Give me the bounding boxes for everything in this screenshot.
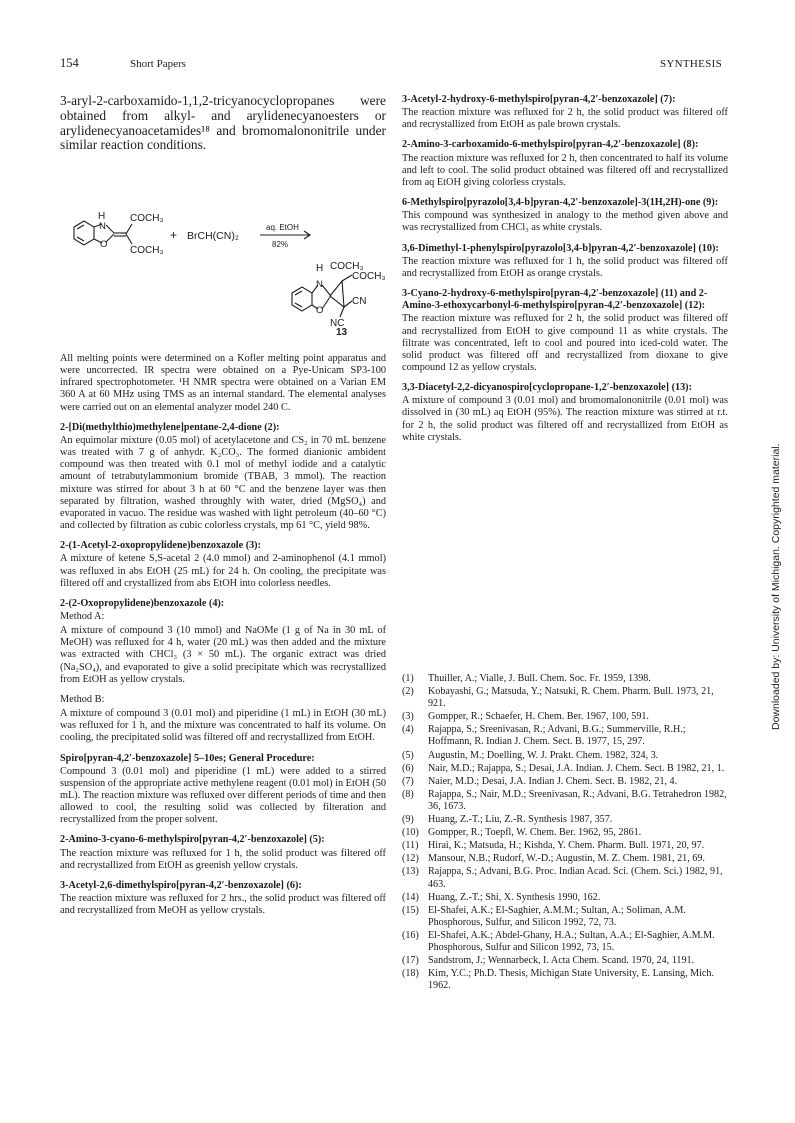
reactant-o-label: O (100, 239, 108, 250)
section-title: 2-(1-Acetyl-2-oxopropylidene)benzoxazole (3): (60, 540, 261, 552)
reactant-coch3-bottom: COCH₃ (130, 245, 164, 256)
reference-item: (17) Sandstrom, J.; Wennarbeck, I. Acta Chem. Scand. 1970, 24, 1191. (402, 955, 695, 967)
section-title: 2-(2-Oxopropylidene)benzoxazole (4): (60, 597, 225, 609)
left-column-experimental (60, 353, 386, 925)
section-body: The reaction mixture was refluxed for 1 h, the solid product was filtered off and recrystallized from EtOH as greenish yellow crystals. (60, 847, 386, 871)
reference-item: (9) Huang, Z.-T.; Liu, Z.-R. Synthesis 1987, 357. (402, 814, 613, 826)
product-cn-right: CN (352, 296, 367, 307)
reference-item: (15) El-Shafei, A.K.; El-Saghier, A.M.M.; Sultan, A.; Soliman, A.M. Phosphorous, Sulfur, and Silicon 1992, 72, 73. (402, 904, 686, 928)
reaction-yield: 82% (272, 240, 289, 249)
intro-paragraph: 3-aryl-2-carboxamido-1,1,2-tricyanocyclopropanes were obtained from alkyl- and arylidenecyanoesters or arylidenecyanoacetamides¹⁸ and bromomalononitrile under similar reaction conditions. (60, 93, 386, 153)
running-head-journal: SYNTHESIS (660, 58, 722, 70)
method-b-body: A mixture of compound 3 (0.01 mol) and piperidine (1 mL) in EtOH (30 mL) was refluxed for 1 h, and the mixture was concentrated to half its volume. On cooling, the precipitated solid was filtered off and recrystallized from EtOH. (60, 708, 386, 744)
reference-item: (11) Hirai, K.; Matsuda, H.; Kishda, Y. Chem. Pharm. Bull. 1971, 20, 97. (402, 840, 705, 852)
reference-item: (13) Rajappa, S.; Advani, B.G. Proc. Indian Acad. Sci. (Chem. Sci.) 1982, 91, 463. (402, 866, 723, 890)
method-a-label: Method A: (60, 610, 105, 622)
section-body: The reaction mixture was refluxed for 1 h, the solid product was filtered off and recrystallized from EtOH as orange crystals. (402, 255, 728, 279)
section-title: 3,3-Diacetyl-2,2-dicyanospiro[cyclopropane-1,2′-benzoxazole] (13): (402, 382, 692, 394)
section-title: 6-Methylspiro[pyrazolo[3,4-b]pyran-4,2′-benzoxazole]-3(1H,2H)-one (9): (402, 197, 719, 209)
section-compound-7 (402, 94, 728, 131)
section-title: 3,6-Dimethyl-1-phenylspiro[pyrazolo[3,4-b]pyran-4,2′-benzoxazole] (10): (402, 242, 719, 254)
section-title: 2-Amino-3-cyano-6-methylspiro[pyran-4,2′-benzoxazole] (5): (60, 834, 325, 846)
reference-item: (6) Nair, M.D.; Rajappa, S.; Desai, J.A. Indian. J. Chem. Sect. B 1982, 21, 1. (402, 762, 725, 774)
benzene-ring (74, 221, 94, 245)
experimental-general: All melting points were determined on a Kofler melting point apparatus and were uncorrected. IR spectra were obtained on a Pye-Unicam SP3-100 infrared spectrophotometer. ¹H NMR spectra were obtained on a Varian EM 360 A at 60 MHz using TMS as an internal standard. The elemental analyses were carried out on an elemental analyzer model 240 C. (60, 353, 386, 413)
method-b-label: Method B: (60, 693, 105, 705)
section-body: A mixture of compound 3 (0.01 mol) and bromomalononitrile (0.01 mol) was dissolved in (30 mL) aq EtOH (95%). The reaction mixture was stirred at r.t. for 2 h, the solid product was filtered off and recrystallized from EtOH as white crystals. (402, 395, 728, 443)
reactant-n-label: N (99, 221, 106, 232)
section-compound-8 (402, 139, 728, 189)
section-compound-3 (60, 540, 386, 590)
reaction-condition: aq. EtOH (266, 223, 299, 232)
reference-item: (14) Huang, Z.-T.; Shi, X. Synthesis 1990, 162. (402, 891, 601, 903)
section-body: The reaction mixture was refluxed for 2 h, the solid product was filtered off and recrystallized from EtOH to give compound 11 as white crystals. The filtrate was concentrated, left to cool and poured into iced-cold water. The solid product was filtered off and recrystallized from dioxane to give compound 12 as yellow crystals. (402, 313, 728, 373)
reference-item: (5) Augustin, M.; Doelling, W. J. Prakt. Chem. 1982, 324, 3. (402, 749, 659, 761)
section-compounds-11-12 (402, 288, 728, 374)
plus-sign: + (170, 228, 178, 242)
section-title: 3-Acetyl-2,6-dimethylspiro[pyran-4,2′-benzoxazole] (6): (60, 879, 302, 891)
section-title: 3-Cyano-2-hydroxy-6-methylspiro[pyran-4,2′-benzoxazole] (11) and 2-Amino-3-ethoxycarbonyl-6-methylspiro[pyran-4,2′-benzoxazole] (12): (402, 288, 708, 312)
section-body: The reaction mixture was refluxed for 2 hrs., the solid product was filtered off and recrystallized from MeOH as yellow crystals. (60, 893, 386, 917)
reference-item: (12) Mansour, N.B.; Rudorf, W.-D.; Augustin, M. Z. Chem. 1981, 21, 69. (402, 853, 705, 865)
reference-item: (4) Rajappa, S.; Sreenivasan, R.; Advani, B.G.; Summerville, R.H.; Hoffmann, R. Indian J. Chem. Sect. B. 1977, 15, 297. (402, 724, 686, 748)
section-compound-10 (402, 243, 728, 280)
section-title: 3-Acetyl-2-hydroxy-6-methylspiro[pyran-4,2′-benzoxazole] (7): (402, 94, 676, 105)
reference-item: (16) El-Shafei, A.K.; Abdel-Ghany, H.A.; Sultan, A.A.; El-Saghier, A.M.M. Phosphorous, Sulfur and Silicon 1992, 73, 15. (402, 929, 715, 953)
reactant-h-label: H (98, 211, 106, 222)
reaction-scheme (60, 205, 390, 335)
page-number: 154 (60, 56, 79, 70)
section-body: Compound 3 (0.01 mol) and piperidine (1 mL) were added to a stirred suspension of the appropriate active methylene reagent (0.01 mol) in EtOH (50 mL). The reaction mixture was refluxed over different periods of time and then allowed to cool, the resulting solid was collected by filteration and recrystallized from the proper solvent. (60, 765, 386, 826)
section-body: The reaction mixture was refluxed for 2 h, then concentrated to half its volume and left to cool. The solid product obtained was filtered off and recrystallized from aq EtOH giving colorless crystals. (402, 152, 728, 188)
section-body: The reaction mixture was refluxed for 2 h, the solid product was filtered off and recrystallized from EtOH as pale brown crystals. (402, 107, 728, 131)
section-general-procedure (60, 753, 386, 827)
reagent-formula: BrCH(CN)₂ (187, 230, 239, 242)
product-n-label: N (316, 279, 323, 290)
product-coch3-top: COCH₃ (330, 261, 364, 272)
reference-item: (10) Gompper, R.; Toepfl, W. Chem. Ber. 1962, 95, 2861. (402, 827, 642, 839)
section-body: A mixture of ketene S,S-acetal 2 (4.0 mmol) and 2-aminophenol (4.1 mmol) was refluxed in abs EtOH (25 mL) for 24 h. On cooling, the precipitate was filtered off and crystallized from abs EtOH into colorless needles. (60, 553, 386, 589)
reference-list (402, 673, 728, 992)
reactant-coch3-top: COCH₃ (130, 213, 164, 224)
section-compound-6 (60, 880, 386, 917)
right-column-experimental (402, 94, 728, 452)
section-compound-9 (402, 197, 728, 234)
product-coch3-right: COCH₃ (352, 271, 386, 282)
section-body: This compound was synthesized in analogy to the method given above and was recrystallized from CHCl₃ as white crystals. (402, 210, 728, 234)
reference-item: (2) Kobayashi, G.; Matsuda, Y.; Natsuki, R. Chem. Pharm. Bull. 1973, 21, 921. (402, 686, 714, 710)
download-watermark: Downloaded by: University of Michigan. Copyrighted material. (770, 443, 782, 730)
section-title: Spiro[pyran-4,2′-benzoxazole] 5–10es; General Procedure: (60, 752, 315, 764)
section-compound-4 (60, 598, 386, 745)
product-o-label: O (316, 305, 324, 316)
product-h-label: H (316, 263, 324, 274)
running-head-section: Short Papers (130, 58, 186, 70)
reference-item: (3) Gompper, R.; Schaefer, H. Chem. Ber. 1967, 100, 591. (402, 711, 649, 723)
method-a-body: A mixture of compound 3 (10 mmol) and NaOMe (1 g of Na in 30 mL of MeOH) was refluxed for 4 h, water (20 mL) was then added and the mixture was extracted with CHCl₃ (3 × 50 mL). The organic extract was dried (Na₂SO₄), and evaporated to give a solid precipitate which was recrystallized from EtOH as yellow crystals. (60, 625, 386, 685)
section-compound-13 (402, 382, 728, 444)
compound-label-13: 13 (336, 327, 348, 335)
section-compound-5 (60, 834, 386, 871)
reference-item: (7) Naier, M.D.; Desai, J.A. Indian J. Chem. Sect. B. 1982, 21, 4. (402, 775, 678, 787)
references-section (402, 673, 728, 993)
section-title: 2-[Di(methylthio)methylene]pentane-2,4-dione (2): (60, 421, 280, 433)
product-nc-label: NC (330, 318, 345, 329)
reference-item: (18) Kim, Y.C.; Ph.D. Thesis, Michigan State University, E. Lansing, Mich. 1962. (402, 968, 714, 992)
section-title: 2-Amino-3-carboxamido-6-methylspiro[pyran-4,2′-benzoxazole] (8): (402, 139, 699, 151)
section-body: An equimolar mixture (0.05 mol) of acetylacetone and CS₂ in 70 mL benzene was treated with 7 g of anhydr. K₂CO₃. The formed dianionic ambident compound was then treated with 0.1 mol of methyl iodide and a catalytic amount of tetrabutylammonium bromide (TBAB, 3 mmol). The reaction mixture was stirred for about 3 h at 60 °C and the benzene layer was then separated by filtration, washed throughly with water, dried (MgSO₄) and evaporated in vacuo. The residue was washed with light petroleum (40–60 °C) and collected by filtration as cubic colorless crystals, mp 61 °C, yield 98%. (60, 434, 386, 532)
reference-item: (8) Rajappa, S.; Nair, M.D.; Sreenivasan, R.; Advani, B.G. Tetrahedron 1982, 36, 1673. (402, 788, 727, 812)
reference-item: (1) Thuiller, A.; Vialle, J. Bull. Chem. Soc. Fr. 1959, 1398. (402, 673, 651, 684)
section-compound-2 (60, 422, 386, 532)
